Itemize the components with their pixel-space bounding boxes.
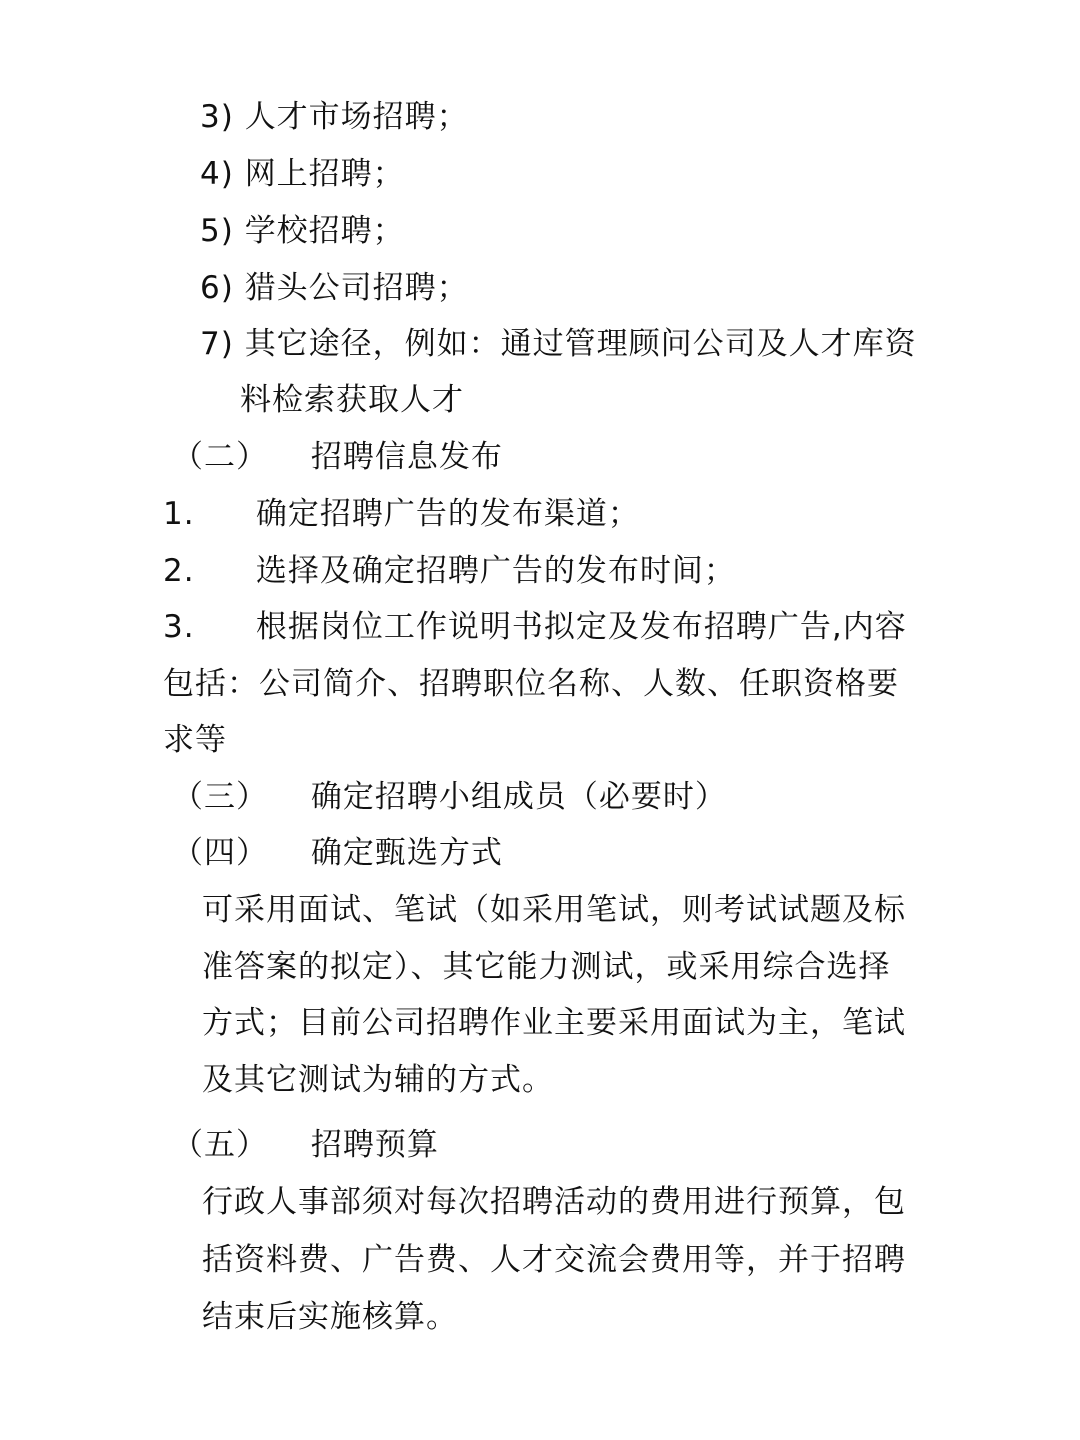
section-title: 确定甄选方式 bbox=[310, 835, 503, 871]
section-4-body-line-1: 可采用面试、笔试（如采用笔试，则考试试题及标 bbox=[202, 892, 906, 928]
section-title: 招聘预算 bbox=[310, 1127, 439, 1163]
section-4-body-line-3: 方式；目前公司招聘作业主要采用面试为主，笔试 bbox=[202, 1005, 906, 1041]
section-heading-4 bbox=[172, 833, 503, 873]
section-num: （二） bbox=[172, 439, 268, 475]
channel-item-4 bbox=[200, 154, 405, 194]
section-heading-3 bbox=[172, 777, 727, 817]
channel-text: 网上招聘； bbox=[244, 156, 405, 192]
channel-item-5 bbox=[200, 211, 405, 251]
channel-num: 4) bbox=[200, 156, 234, 192]
point-3 bbox=[163, 607, 907, 647]
section-4-body-line-4: 及其它测试为辅的方式。 bbox=[202, 1062, 554, 1098]
channel-item-6 bbox=[200, 268, 469, 308]
channel-num: 5) bbox=[200, 213, 234, 249]
section-5-body-line-3: 结束后实施核算。 bbox=[202, 1299, 458, 1335]
point-3-continuation-2: 求等 bbox=[163, 722, 227, 758]
section-title: 确定招聘小组成员（必要时） bbox=[310, 779, 727, 815]
section-5-body-line-2: 括资料费、广告费、人才交流会费用等，并于招聘 bbox=[202, 1242, 906, 1278]
point-2 bbox=[163, 551, 736, 591]
point-num: 2. bbox=[163, 553, 195, 589]
point-num: 3. bbox=[163, 609, 195, 645]
point-1 bbox=[163, 494, 640, 534]
section-5-body-line-1: 行政人事部须对每次招聘活动的费用进行预算，包 bbox=[202, 1184, 906, 1220]
point-3-continuation-1: 包括：公司简介、招聘职位名称、人数、任职资格要 bbox=[163, 666, 899, 702]
channel-text: 人才市场招聘； bbox=[244, 99, 469, 135]
section-num: （四） bbox=[172, 835, 268, 871]
section-num: （五） bbox=[172, 1127, 268, 1163]
channel-text: 其它途径，例如：通过管理顾问公司及人才库资 bbox=[244, 326, 917, 362]
channel-item-7-continuation: 料检索获取人才 bbox=[240, 382, 464, 418]
channel-num: 6) bbox=[200, 270, 234, 306]
channel-text: 学校招聘； bbox=[244, 213, 405, 249]
channel-text: 猎头公司招聘； bbox=[244, 270, 469, 306]
section-heading-5 bbox=[172, 1125, 439, 1165]
section-heading-2 bbox=[172, 437, 503, 477]
channel-item-3 bbox=[200, 97, 469, 137]
point-text: 确定招聘广告的发布渠道； bbox=[255, 496, 640, 532]
point-num: 1. bbox=[163, 496, 195, 532]
point-text: 根据岗位工作说明书拟定及发布招聘广告,内容 bbox=[255, 609, 907, 645]
section-num: （三） bbox=[172, 779, 268, 815]
point-text: 选择及确定招聘广告的发布时间； bbox=[255, 553, 736, 589]
section-4-body-line-2: 准答案的拟定）、其它能力测试，或采用综合选择 bbox=[202, 949, 891, 985]
section-title: 招聘信息发布 bbox=[310, 439, 503, 475]
channel-num: 3) bbox=[200, 99, 234, 135]
channel-item-7 bbox=[200, 324, 917, 364]
channel-num: 7) bbox=[200, 326, 234, 362]
